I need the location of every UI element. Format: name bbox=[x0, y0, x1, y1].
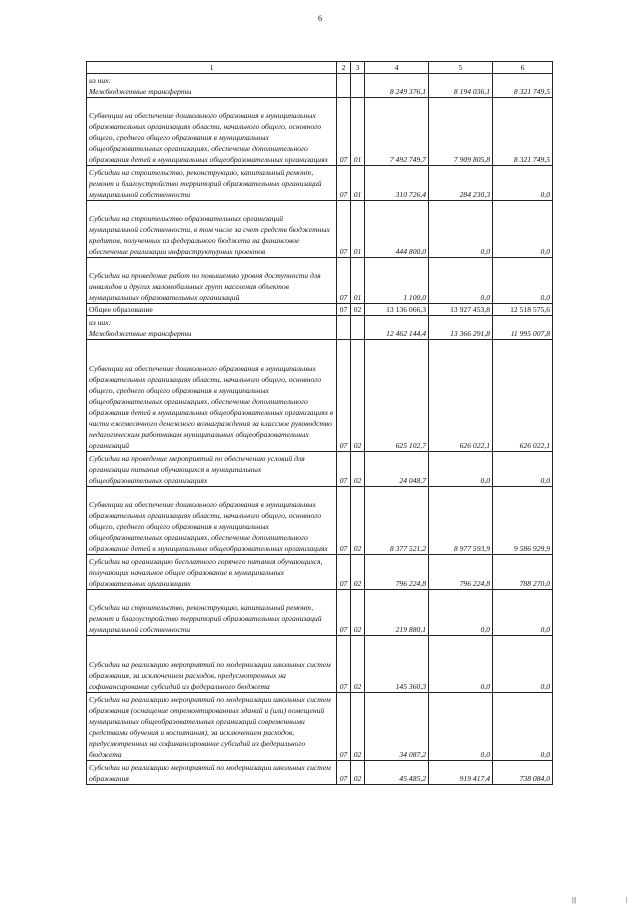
value-col4-cell: 1 100,0 bbox=[365, 258, 429, 304]
value-col5-cell: 8 194 036,1 bbox=[429, 74, 493, 98]
header-cell: 2 bbox=[337, 62, 351, 74]
row-name-cell: Субвенции на обеспечение дошкольного образования в муниципальных образовательных организациях области, начального общего, основного общего, среднего общего образования в муниципальных общеобразовательных организациях, обеспечение дополнительного образование детей в муниципальных общеобразовательных организациях bbox=[87, 487, 337, 555]
value-col6-cell: 626 022,1 bbox=[493, 340, 553, 452]
value-col5-cell: 0,0 bbox=[429, 258, 493, 304]
subsection-code-cell bbox=[351, 74, 365, 98]
value-col6-cell: 12 518 575,6 bbox=[493, 304, 553, 316]
subsection-code-cell: 02 bbox=[351, 340, 365, 452]
value-col5-cell: 13 366 291,8 bbox=[429, 316, 493, 340]
table-row bbox=[87, 74, 553, 98]
value-col5-cell: 919 417,4 bbox=[429, 761, 493, 785]
section-code-cell: 07 bbox=[337, 487, 351, 555]
table-row bbox=[87, 201, 553, 258]
value-col4-cell: 8 249 376,1 bbox=[365, 74, 429, 98]
table-row bbox=[87, 693, 553, 761]
section-code-cell: 07 bbox=[337, 693, 351, 761]
value-col5-cell: 13 927 453,8 bbox=[429, 304, 493, 316]
value-col5-cell: 7 909 805,8 bbox=[429, 98, 493, 166]
section-code-cell: 07 bbox=[337, 258, 351, 304]
header-row bbox=[87, 62, 553, 74]
value-col5-cell: 8 977 593,9 bbox=[429, 487, 493, 555]
header-cell: 1 bbox=[87, 62, 337, 74]
section-code-cell: 07 bbox=[337, 761, 351, 785]
value-col5-cell: 796 224,8 bbox=[429, 555, 493, 590]
subsection-code-cell bbox=[351, 316, 365, 340]
row-name-cell: Субвенции на обеспечение дошкольного образования в муниципальных образовательных организациях области, начального общего, основного общего, среднего общего образования в муниципальных общеобразовательных организациях, обеспечение дополнительного образования детей в муниципальных общеобразовательных организациях в части ежемесячного денежного вознаграждения за классное руководство педагогическим работникам муниципальных общеобразовательных организаций bbox=[87, 340, 337, 452]
value-col5-cell: 0,0 bbox=[429, 636, 493, 693]
value-col6-cell: 8 321 749,5 bbox=[493, 74, 553, 98]
subsection-code-cell: 02 bbox=[351, 452, 365, 487]
row-name-cell: Субсидии на строительство, реконструкцию, капитальный ремонт, ремонт и благоустройство территорий образовательных организаций муниципальной собственности bbox=[87, 590, 337, 636]
section-code-cell: 07 bbox=[337, 166, 351, 201]
value-col6-cell: 0,0 bbox=[493, 452, 553, 487]
value-col5-cell: 0,0 bbox=[429, 201, 493, 258]
row-name-cell: Субсидии на реализацию мероприятий по модернизации школьных систем образования (оснащение отремонтированных зданий и (или) помещений муниципальных общеобразовательных организаций современными средствами обучения и воспитания), за исключением расходов, предусмотренных на софинансирование субсидий из федерального бюджета bbox=[87, 693, 337, 761]
subsection-code-cell: 02 bbox=[351, 304, 365, 316]
subsection-code-cell: 01 bbox=[351, 98, 365, 166]
row-name-cell: из них: Межбюджетные трансферты bbox=[87, 74, 337, 98]
value-col5-cell: 0,0 bbox=[429, 693, 493, 761]
section-code-cell: 07 bbox=[337, 304, 351, 316]
value-col4-cell: 8 377 521,2 bbox=[365, 487, 429, 555]
table-row bbox=[87, 452, 553, 487]
table-row bbox=[87, 316, 553, 340]
value-col4-cell: 7 492 749,7 bbox=[365, 98, 429, 166]
value-col6-cell: 788 270,0 bbox=[493, 555, 553, 590]
table-row bbox=[87, 340, 553, 452]
footer-mark: | bbox=[626, 896, 628, 904]
value-col4-cell: 796 224,8 bbox=[365, 555, 429, 590]
table-row bbox=[87, 487, 553, 555]
subsection-code-cell: 02 bbox=[351, 761, 365, 785]
value-col6-cell: 0,0 bbox=[493, 590, 553, 636]
subsection-code-cell: 01 bbox=[351, 166, 365, 201]
value-col6-cell: 738 084,0 bbox=[493, 761, 553, 785]
section-code-cell: 07 bbox=[337, 590, 351, 636]
section-code-cell: 07 bbox=[337, 340, 351, 452]
section-code-cell: 07 bbox=[337, 98, 351, 166]
subsection-code-cell: 02 bbox=[351, 487, 365, 555]
value-col5-cell: 0,0 bbox=[429, 452, 493, 487]
value-col4-cell: 12 462 144,4 bbox=[365, 316, 429, 340]
value-col5-cell: 626 022,1 bbox=[429, 340, 493, 452]
header-cell: 3 bbox=[351, 62, 365, 74]
subsection-code-cell: 02 bbox=[351, 590, 365, 636]
value-col6-cell: 8 321 749,5 bbox=[493, 98, 553, 166]
subsection-code-cell: 02 bbox=[351, 693, 365, 761]
page-number: 6 bbox=[318, 14, 322, 23]
value-col6-cell: 9 586 929,9 bbox=[493, 487, 553, 555]
table-row bbox=[87, 258, 553, 304]
section-code-cell: 07 bbox=[337, 201, 351, 258]
row-name-cell: Субсидии на реализацию мероприятий по модернизации школьных систем образования, за исключением расходов, предусмотренных на софинансирование субсидий из федерального бюджета bbox=[87, 636, 337, 693]
table-row bbox=[87, 304, 553, 316]
row-name-cell: Субсидии на организацию бесплатного горячего питания обучающихся, получающих начальное общее образование в муниципальных образовательных организациях bbox=[87, 555, 337, 590]
value-col4-cell: 34 087,2 bbox=[365, 693, 429, 761]
table-row bbox=[87, 590, 553, 636]
value-col4-cell: 625 102,7 bbox=[365, 340, 429, 452]
header-cell: 6 bbox=[493, 62, 553, 74]
value-col4-cell: 444 800,0 bbox=[365, 201, 429, 258]
row-name-cell: Субсидии на строительство, реконструкцию, капитальный ремонт, ремонт и благоустройство территорий образовательных организаций муниципальной собственности bbox=[87, 166, 337, 201]
row-name-cell: Субсидии на строительство образовательных организаций муниципальной собственности, в том числе за счет средств бюджетных кредитов, полученных из федерального бюджета на финансовое обеспечение реализации инфраструктурных проектов bbox=[87, 201, 337, 258]
section-code-cell bbox=[337, 74, 351, 98]
value-col4-cell: 145 360,3 bbox=[365, 636, 429, 693]
value-col4-cell: 13 136 066,3 bbox=[365, 304, 429, 316]
table-row bbox=[87, 166, 553, 201]
value-col4-cell: 310 726,4 bbox=[365, 166, 429, 201]
row-name-cell: Субсидии на проведение мероприятий по обеспечению условий для организации питания обучающихся в муниципальных общеобразовательных организациях bbox=[87, 452, 337, 487]
row-name-cell: Общее образование bbox=[87, 304, 337, 316]
value-col6-cell: 0,0 bbox=[493, 201, 553, 258]
header-cell: 5 bbox=[429, 62, 493, 74]
subsection-code-cell: 01 bbox=[351, 258, 365, 304]
value-col4-cell: 24 048,7 bbox=[365, 452, 429, 487]
row-name-cell: Субсидии на проведение работ по повышению уровня доступности для инвалидов и других маломобильных групп населения объектов муниципальных образовательных организаций bbox=[87, 258, 337, 304]
section-code-cell: 07 bbox=[337, 452, 351, 487]
budget-table bbox=[86, 61, 553, 785]
value-col5-cell: 0,0 bbox=[429, 590, 493, 636]
subsection-code-cell: 02 bbox=[351, 636, 365, 693]
subsection-code-cell: 02 bbox=[351, 555, 365, 590]
value-col6-cell: 0,0 bbox=[493, 636, 553, 693]
table-row bbox=[87, 761, 553, 785]
section-code-cell: 07 bbox=[337, 636, 351, 693]
value-col6-cell: 0,0 bbox=[493, 693, 553, 761]
footer-mark: ||| bbox=[572, 896, 577, 904]
section-code-cell bbox=[337, 316, 351, 340]
value-col4-cell: 219 880,1 bbox=[365, 590, 429, 636]
value-col6-cell: 0,0 bbox=[493, 258, 553, 304]
table-row bbox=[87, 555, 553, 590]
row-name-cell: из них: Межбюджетные трансферты bbox=[87, 316, 337, 340]
header-cell: 4 bbox=[365, 62, 429, 74]
subsection-code-cell: 01 bbox=[351, 201, 365, 258]
row-name-cell: Субвенции на обеспечение дошкольного образования в муниципальных образовательных организациях области, начального общего, основного общего, среднего общего образования в муниципальных общеобразовательных организациях, обеспечение дополнительного образования детей в муниципальных общеобразовательных организациях bbox=[87, 98, 337, 166]
value-col5-cell: 284 230,3 bbox=[429, 166, 493, 201]
value-col6-cell: 11 995 007,8 bbox=[493, 316, 553, 340]
table-row bbox=[87, 636, 553, 693]
section-code-cell: 07 bbox=[337, 555, 351, 590]
table-row bbox=[87, 98, 553, 166]
value-col6-cell: 0,0 bbox=[493, 166, 553, 201]
value-col4-cell: 45 485,2 bbox=[365, 761, 429, 785]
row-name-cell: Субсидии на реализацию мероприятий по модернизации школьных систем образования bbox=[87, 761, 337, 785]
